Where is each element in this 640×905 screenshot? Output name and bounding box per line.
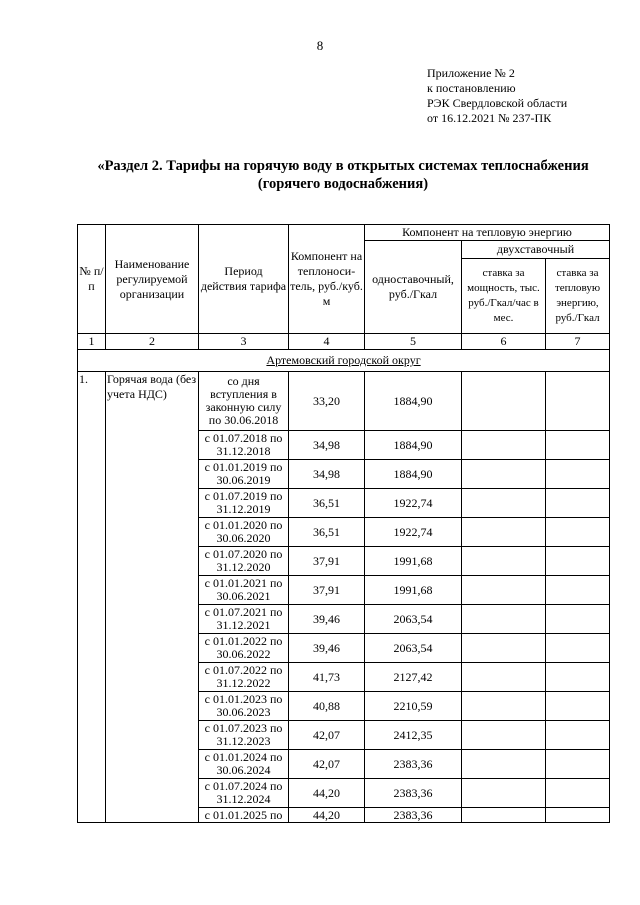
capacity-rate-cell — [462, 605, 546, 634]
capacity-rate-cell — [462, 692, 546, 721]
energy-rate-cell — [546, 372, 610, 431]
capacity-rate-cell — [462, 547, 546, 576]
period-cell: с 01.07.2022 по 31.12.2022 — [199, 663, 289, 692]
period-cell: с 01.07.2023 по 31.12.2023 — [199, 721, 289, 750]
period-cell: с 01.01.2021 по 30.06.2021 — [199, 576, 289, 605]
single-rate-cell: 2412,35 — [365, 721, 462, 750]
period-cell: с 01.01.2020 по 30.06.2020 — [199, 518, 289, 547]
header-energy-rate: ставка за тепловую энергию, руб./Гкал — [546, 259, 610, 334]
energy-rate-cell — [546, 489, 610, 518]
energy-rate-cell — [546, 634, 610, 663]
carrier-cell: 34,98 — [289, 431, 365, 460]
energy-rate-cell — [546, 750, 610, 779]
energy-rate-cell — [546, 576, 610, 605]
capacity-rate-cell — [462, 808, 546, 823]
energy-rate-cell — [546, 808, 610, 823]
single-rate-cell: 2383,36 — [365, 779, 462, 808]
carrier-cell: 39,46 — [289, 605, 365, 634]
capacity-rate-cell — [462, 489, 546, 518]
single-rate-cell: 1884,90 — [365, 372, 462, 431]
carrier-cell: 34,98 — [289, 460, 365, 489]
tariff-table — [77, 224, 610, 823]
capacity-rate-cell — [462, 634, 546, 663]
carrier-cell: 41,73 — [289, 663, 365, 692]
period-cell: с 01.01.2019 по 30.06.2019 — [199, 460, 289, 489]
single-rate-cell: 1884,90 — [365, 460, 462, 489]
carrier-cell: 33,20 — [289, 372, 365, 431]
carrier-cell: 39,46 — [289, 634, 365, 663]
section-title-line: (горячего водоснабжения) — [257, 176, 429, 192]
header-row — [78, 225, 610, 241]
period-cell: с 01.01.2025 по — [199, 808, 289, 823]
carrier-cell: 37,91 — [289, 576, 365, 605]
capacity-rate-cell — [462, 779, 546, 808]
group-title: Артемовский городской округ — [78, 350, 610, 372]
single-rate-cell: 1922,74 — [365, 489, 462, 518]
carrier-cell: 36,51 — [289, 489, 365, 518]
capacity-rate-cell — [462, 750, 546, 779]
header-carrier: Компонент на теплоноси-тель, руб./куб. м — [289, 225, 365, 334]
column-number: 6 — [462, 334, 546, 350]
period-cell: с 01.07.2019 по 31.12.2019 — [199, 489, 289, 518]
single-rate-cell: 1884,90 — [365, 431, 462, 460]
single-rate-cell: 1991,68 — [365, 547, 462, 576]
energy-rate-cell — [546, 431, 610, 460]
header-single-rate: одноставочный, руб./Гкал — [365, 241, 462, 334]
column-number: 7 — [546, 334, 610, 350]
appendix-line: Приложение № 2 — [427, 66, 515, 80]
group-row — [78, 350, 610, 372]
energy-rate-cell — [546, 518, 610, 547]
single-rate-cell: 2127,42 — [365, 663, 462, 692]
appendix-note — [427, 66, 567, 126]
header-organization: Наименование регулируемой организации — [106, 225, 199, 334]
period-cell: с 01.07.2021 по 31.12.2021 — [199, 605, 289, 634]
column-number: 2 — [106, 334, 199, 350]
energy-rate-cell — [546, 605, 610, 634]
single-rate-cell: 2383,36 — [365, 750, 462, 779]
column-number: 3 — [199, 334, 289, 350]
header-capacity-rate: ставка за мощность, тыс. руб./Гкал/час в мес. — [462, 259, 546, 334]
page-number: 8 — [316, 38, 324, 53]
energy-rate-cell — [546, 547, 610, 576]
period-cell: с 01.01.2022 по 30.06.2022 — [199, 634, 289, 663]
appendix-line: от 16.12.2021 № 237-ПК — [427, 111, 552, 125]
organization-cell: Горячая вода (без учета НДС) — [106, 372, 199, 823]
carrier-cell: 42,07 — [289, 750, 365, 779]
single-rate-cell: 2063,54 — [365, 605, 462, 634]
column-number: 5 — [365, 334, 462, 350]
header-num: № п/п — [78, 225, 106, 334]
capacity-rate-cell — [462, 372, 546, 431]
energy-rate-cell — [546, 721, 610, 750]
header-thermal: Компонент на тепловую энергию — [365, 225, 610, 241]
appendix-line: к постановлению — [427, 81, 516, 95]
single-rate-cell: 1991,68 — [365, 576, 462, 605]
capacity-rate-cell — [462, 431, 546, 460]
row-number-cell: 1. — [78, 372, 106, 823]
carrier-cell: 37,91 — [289, 547, 365, 576]
single-rate-cell: 2063,54 — [365, 634, 462, 663]
capacity-rate-cell — [462, 518, 546, 547]
table-row — [78, 372, 610, 431]
single-rate-cell: 2210,59 — [365, 692, 462, 721]
period-cell: с 01.07.2024 по 31.12.2024 — [199, 779, 289, 808]
energy-rate-cell — [546, 779, 610, 808]
header-two-part: двухставочный — [462, 241, 610, 259]
carrier-cell: 40,88 — [289, 692, 365, 721]
energy-rate-cell — [546, 663, 610, 692]
appendix-line: РЭК Свердловской области — [427, 96, 568, 110]
period-cell: с 01.01.2024 по 30.06.2024 — [199, 750, 289, 779]
capacity-rate-cell — [462, 576, 546, 605]
carrier-cell: 36,51 — [289, 518, 365, 547]
carrier-cell: 42,07 — [289, 721, 365, 750]
period-cell: с 01.07.2018 по 31.12.2018 — [199, 431, 289, 460]
period-cell: с 01.01.2023 по 30.06.2023 — [199, 692, 289, 721]
carrier-cell: 44,20 — [289, 779, 365, 808]
period-cell: с 01.07.2020 по 31.12.2020 — [199, 547, 289, 576]
capacity-rate-cell — [462, 721, 546, 750]
section-title — [78, 157, 608, 193]
column-number: 1 — [78, 334, 106, 350]
column-number-row — [78, 334, 610, 350]
energy-rate-cell — [546, 692, 610, 721]
capacity-rate-cell — [462, 460, 546, 489]
capacity-rate-cell — [462, 663, 546, 692]
column-number: 4 — [289, 334, 365, 350]
period-cell: со дня вступления в законную силу по 30.06.2018 — [199, 372, 289, 431]
carrier-cell: 44,20 — [289, 808, 365, 823]
section-title-line: «Раздел 2. Тарифы на горячую воду в открытых системах теплоснабжения — [97, 158, 589, 174]
single-rate-cell: 2383,36 — [365, 808, 462, 823]
header-period: Период действия тарифа — [199, 225, 289, 334]
energy-rate-cell — [546, 460, 610, 489]
single-rate-cell: 1922,74 — [365, 518, 462, 547]
